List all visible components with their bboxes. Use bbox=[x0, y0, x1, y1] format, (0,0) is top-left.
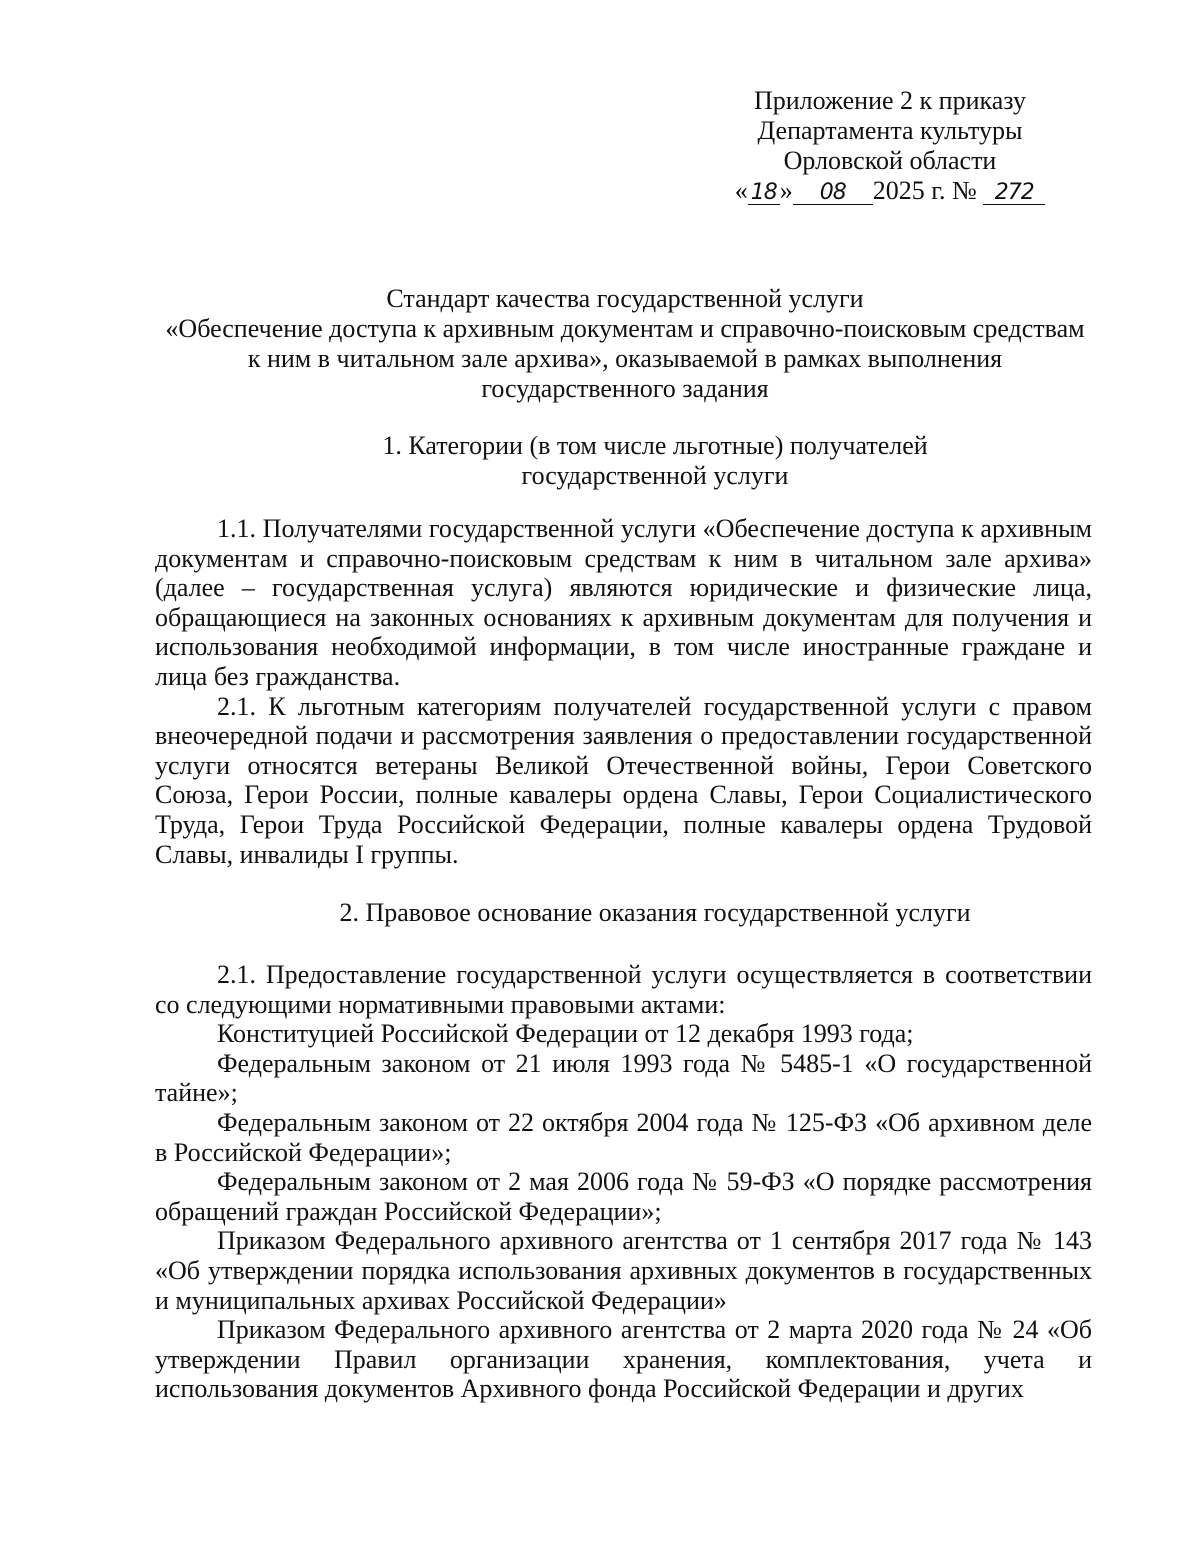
paragraph: 2.1. Предоставление государственной услуги осуществляется в соответствии со следующими нормативными правовыми актами: bbox=[155, 960, 1092, 1019]
document-title bbox=[150, 284, 1100, 404]
title-line-4: государственного задания bbox=[481, 374, 769, 403]
date-year: 2025 г. № bbox=[872, 176, 977, 205]
paragraph: Федеральным законом от 2 мая 2006 года № 59-ФЗ «О порядке рассмотрения обращений граждан Российской Федерации»; bbox=[155, 1167, 1092, 1226]
date-close-quote: » bbox=[779, 176, 793, 205]
title-line-2: «Обеспечение доступа к архивным документам и справочно-поисковым средствам bbox=[165, 314, 1085, 343]
paragraph: 1.1. Получателями государственной услуги «Обеспечение доступа к архивным документам и справочно-поисковым средствам к ним в читальном зале архива» (далее – государственная услуга) являются юридические и физические лица, обращающиеся на законных основаниях к архивным документам для получения и использования необходимой информации, в том числе иностранные граждане и лица без гражданства. bbox=[155, 514, 1092, 691]
section-1-heading bbox=[180, 431, 1130, 491]
paragraph: Конституцией Российской Федерации от 12 декабря 1993 года; bbox=[217, 1019, 914, 1049]
section-2-body bbox=[155, 960, 1092, 1404]
handwritten-order-number: 272 bbox=[983, 182, 1045, 205]
section-2-heading: 2. Правовое основание оказания государственной услуги bbox=[339, 898, 971, 927]
date-open-quote: « bbox=[734, 176, 748, 205]
title-line-3: к ним в читальном зале архива», оказываемой в рамках выполнения bbox=[247, 344, 1003, 373]
paragraph: Федеральным законом от 21 июля 1993 года № 5485-1 «О государственной тайне»; bbox=[155, 1048, 1092, 1108]
paragraph: Федеральным законом от 22 октября 2004 года № 125-ФЗ «Об архивном деле в Российской Федерации»; bbox=[155, 1107, 1092, 1167]
paragraph: Приказом Федерального архивного агентства от 2 марта 2020 года № 24 «Об утверждении Правил организации хранения, комплектования, учета и использования документов Архивного фонда Российской Федерации и других bbox=[155, 1315, 1092, 1404]
appendix-header bbox=[700, 86, 1080, 206]
appendix-line-2: Департамента культуры bbox=[757, 116, 1023, 145]
paragraph: 2.1. К льготным категориям получателей государственной услуги с правом внеочередной подачи и рассмотрения заявления о предоставлении государственной услуги относятся ветераны Великой Отечественной войны, Герои Советского Союза, Герои России, полные кавалеры ордена Славы, Герои Социалистического Труда, Герои Труда Российской Федерации, полные кавалеры ордена Трудовой Славы, инвалиды I группы. bbox=[155, 691, 1092, 869]
title-line-1: Стандарт качества государственной услуги bbox=[386, 284, 864, 313]
appendix-line-3: Орловской области bbox=[783, 146, 997, 175]
section-1-body bbox=[155, 514, 1092, 869]
appendix-line-1: Приложение 2 к приказу bbox=[753, 86, 1026, 115]
paragraph: Приказом Федерального архивного агентства от 1 сентября 2017 года № 143 «Об утверждении порядка использования архивных документов в государственных и муниципальных архивах Российской Федерации» bbox=[155, 1226, 1092, 1315]
handwritten-day: 18 bbox=[748, 182, 780, 205]
handwritten-month: 08 bbox=[793, 182, 873, 205]
section-1-heading-line-1: 1. Категории (в том числе льготные) получателей bbox=[382, 431, 928, 460]
section-1-heading-line-2: государственной услуги bbox=[521, 461, 789, 490]
order-date-line bbox=[700, 176, 1080, 206]
